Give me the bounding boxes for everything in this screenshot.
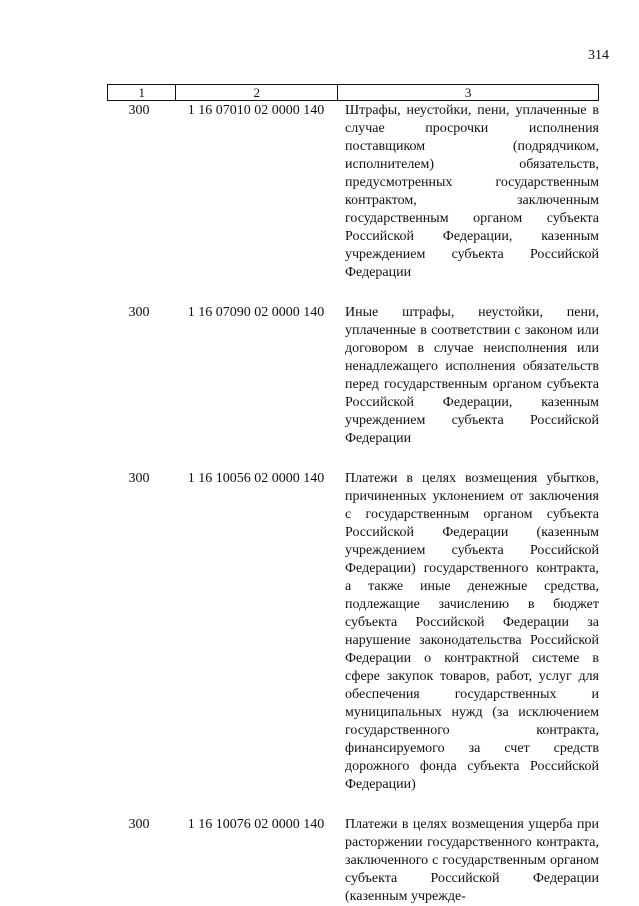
table-row [107,102,599,282]
table-header [107,84,599,101]
column-header-1: 1 [108,85,176,101]
cell-description: Штрафы, неустойки, пени, уплаченные в случае просрочки исполнения поставщиком (подрядчиком, исполнителем) обязательств, предусмотренных государственным контрактом, заключенным государственным органом субъекта Российской Федерации, казенным учреждением субъекта Российской Федерации [345,103,599,280]
table-row [107,304,599,448]
cell-admin-code: 300 [128,471,150,486]
cell-admin-code: 300 [128,305,150,320]
column-header-2: 2 [176,85,338,101]
cell-description: Платежи в целях возмещения убытков, причиненных уклонением от заключения с государственным органом субъекта Российской Федерации (казенным учреждением субъекта Российской Федерации) государственного контракта, а также иные денежные средства, подлежащие зачислению в бюджет субъекта Российской Федерации за нарушение законодательства Российской Федерации о контрактной системе в сфере закупок товаров, работ, услуг для обеспечения государственных и муниципальных нужд (за исключением государственного контракта, финансируемого за счет средств дорожного фонда субъекта Российской Федерации) [345,471,599,792]
page-number: 314 [588,48,609,63]
table-body [107,102,599,906]
cell-description: Платежи в целях возмещения ущерба при расторжении государственного контракта, заключенного с государственным органом субъекта Российской Федерации (казенным учрежде- [345,817,599,904]
cell-budget-code: 1 16 07090 02 0000 140 [187,305,325,320]
cell-budget-code: 1 16 07010 02 0000 140 [187,103,325,118]
table-row [107,470,599,794]
cell-budget-code: 1 16 10076 02 0000 140 [187,817,325,832]
cell-description: Иные штрафы, неустойки, пени, уплаченные в соответствии с законом или договором в случае неисполнения или ненадлежащего исполнения обязательств перед государственным органом субъекта Российской Федерации, казенным учреждением субъекта Российской Федерации [345,305,599,446]
cell-budget-code: 1 16 10056 02 0000 140 [187,471,325,486]
table-row [107,816,599,906]
cell-admin-code: 300 [128,817,150,832]
cell-admin-code: 300 [128,103,150,118]
column-header-3: 3 [338,85,599,101]
